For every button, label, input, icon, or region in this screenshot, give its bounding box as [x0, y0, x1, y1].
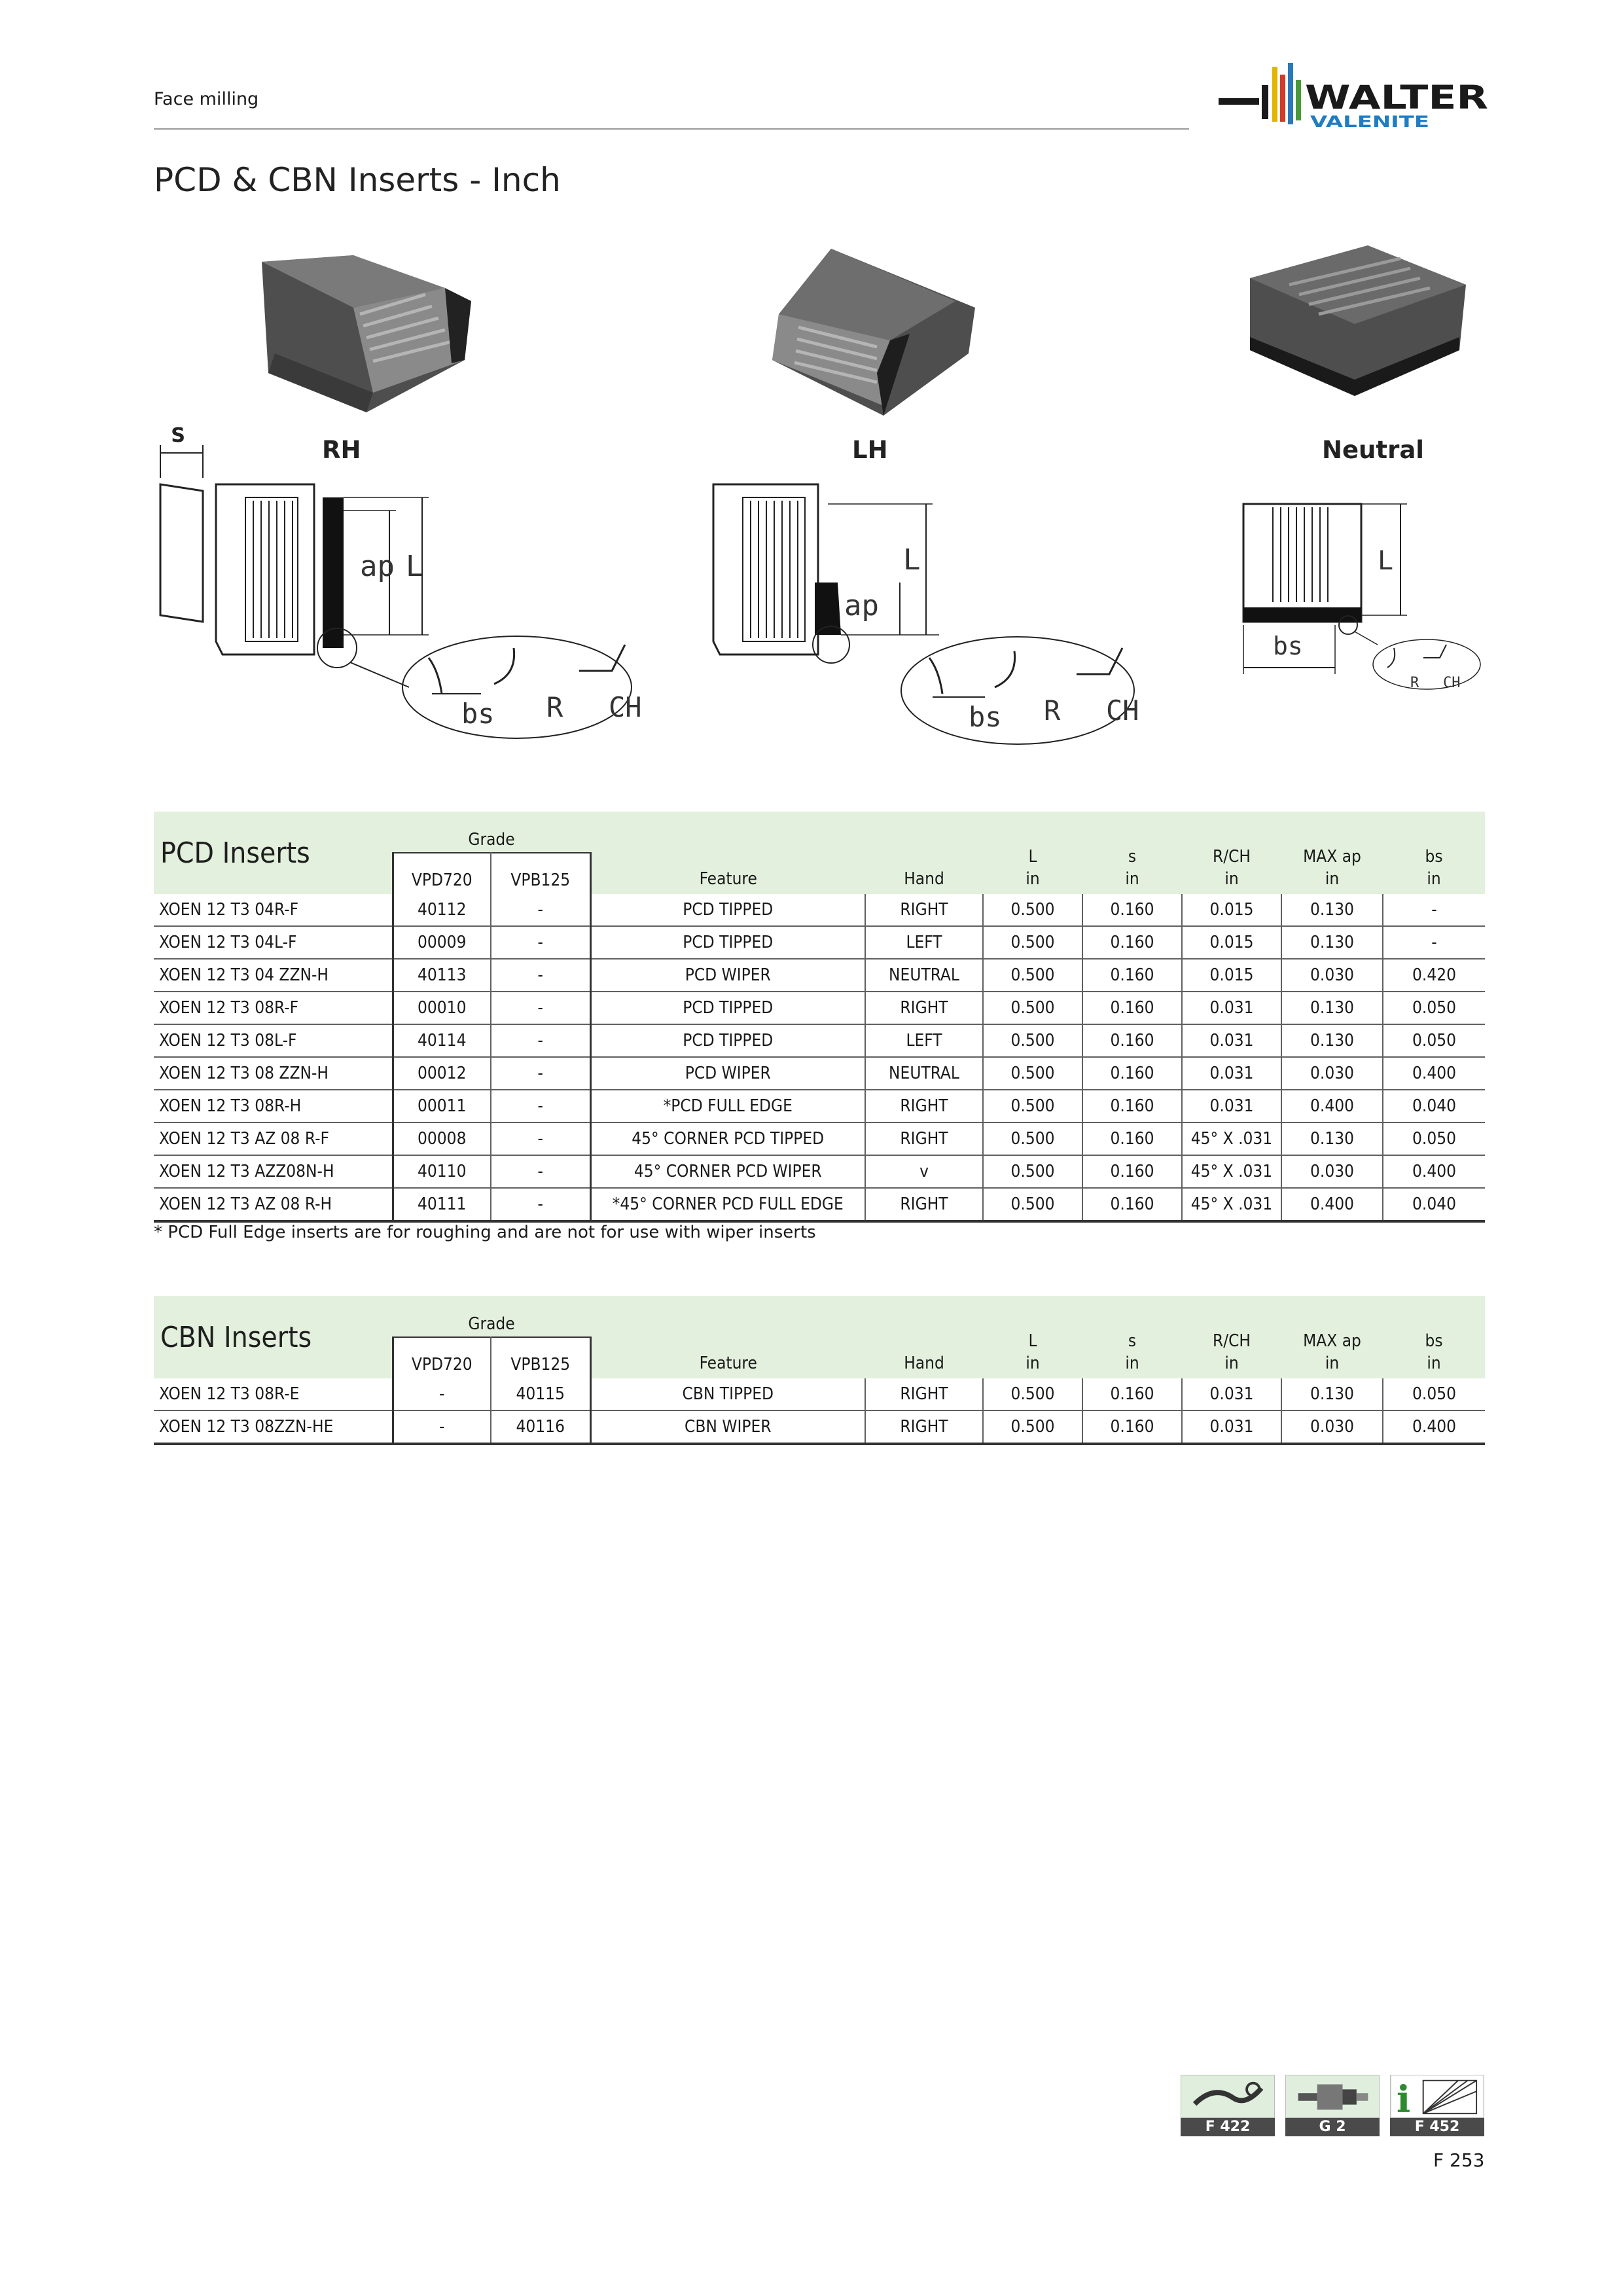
- table-cell: 40113: [393, 959, 491, 992]
- table-cell: 40112: [393, 894, 491, 926]
- tool-wrench-icon: [1181, 2075, 1275, 2118]
- table-cell: 0.500: [983, 894, 1082, 926]
- table-cell: 0.400: [1383, 1155, 1485, 1188]
- table-cell: 45° CORNER PCD TIPPED: [590, 1122, 865, 1155]
- table-cell: 40115: [491, 1378, 590, 1410]
- dim-ch-label-neutral: CH: [1443, 675, 1461, 691]
- holder-icon: [1285, 2075, 1380, 2118]
- table-cell: 0.160: [1082, 959, 1182, 992]
- table-cell: 40111: [393, 1188, 491, 1221]
- table-cell: LEFT: [865, 926, 983, 959]
- table-cell: 45° X .031: [1182, 1188, 1281, 1221]
- table-cell: -: [491, 1057, 590, 1090]
- pcd-col-rch: R/CH in: [1182, 812, 1281, 894]
- table-cell: -: [393, 1378, 491, 1410]
- table-row: [154, 992, 1485, 1024]
- table-cell: 0.160: [1082, 1057, 1182, 1090]
- table-cell: 0.400: [1281, 1188, 1383, 1221]
- table-cell: -: [491, 1024, 590, 1057]
- table-cell: PCD WIPER: [590, 1057, 865, 1090]
- table-cell: 0.130: [1281, 992, 1383, 1024]
- table-cell: 0.160: [1082, 894, 1182, 926]
- table-cell: 0.015: [1182, 959, 1281, 992]
- table-cell: PCD TIPPED: [590, 926, 865, 959]
- dim-r-label-lh: R: [1044, 694, 1061, 726]
- insert-photo-neutral: [1243, 239, 1472, 403]
- table-cell: 0.130: [1281, 1024, 1383, 1057]
- cbn-col-vpd720: VPD720: [393, 1337, 491, 1378]
- pcd-col-bs: bs in: [1383, 812, 1485, 894]
- pcd-col-s: s in: [1082, 812, 1182, 894]
- dim-ch-label-lh: CH: [1106, 694, 1139, 726]
- drawing-lh: [710, 471, 1234, 759]
- table-cell: XOEN 12 T3 04L-F: [154, 926, 393, 959]
- table-row: [154, 1024, 1485, 1057]
- table-cell: NEUTRAL: [865, 959, 983, 992]
- drawing-neutral: [1237, 491, 1486, 707]
- cbn-col-feature: Feature: [590, 1296, 865, 1378]
- table-cell: PCD TIPPED: [590, 1024, 865, 1057]
- dim-ap-label: ap: [360, 550, 395, 583]
- table-cell: 0.130: [1281, 926, 1383, 959]
- table-cell: 0.500: [983, 992, 1082, 1024]
- table-cell: 0.031: [1182, 1057, 1281, 1090]
- dim-r-label: R: [546, 691, 563, 723]
- cbn-col-vpb125: VPB125: [491, 1337, 590, 1378]
- table-cell: 00008: [393, 1122, 491, 1155]
- pcd-col-maxap: MAX ap in: [1281, 812, 1383, 894]
- table-cell: 0.500: [983, 926, 1082, 959]
- table-cell: 0.160: [1082, 1410, 1182, 1444]
- dim-bs-label-lh: bs: [969, 701, 1002, 733]
- table-cell: 40116: [491, 1410, 590, 1444]
- drawing-rh: [154, 419, 730, 759]
- insert-photo-rh: [249, 249, 478, 412]
- cbn-col-s: s in: [1082, 1296, 1182, 1378]
- table-cell: 0.500: [983, 1155, 1082, 1188]
- nav-label-f422: F 422: [1181, 2118, 1275, 2136]
- table-row: [154, 1122, 1485, 1155]
- label-rh: RH: [322, 436, 361, 464]
- table-cell: RIGHT: [865, 894, 983, 926]
- table-cell: RIGHT: [865, 992, 983, 1024]
- table-row: [154, 1155, 1485, 1188]
- section-label: Face milling: [154, 89, 259, 109]
- table-cell: XOEN 12 T3 08ZZN-HE: [154, 1410, 393, 1444]
- table-cell: 0.050: [1383, 1122, 1485, 1155]
- table-cell: 0.500: [983, 1024, 1082, 1057]
- insert-photo-lh: [759, 242, 988, 419]
- table-cell: 0.400: [1383, 1410, 1485, 1444]
- table-cell: XOEN 12 T3 08L-F: [154, 1024, 393, 1057]
- svg-text:VALENITE: VALENITE: [1310, 113, 1429, 131]
- table-cell: 0.160: [1082, 1024, 1182, 1057]
- table-row: [154, 1410, 1485, 1444]
- table-cell: 0.500: [983, 1057, 1082, 1090]
- table-cell: -: [491, 1122, 590, 1155]
- table-cell: RIGHT: [865, 1122, 983, 1155]
- table-cell: PCD TIPPED: [590, 992, 865, 1024]
- info-chart-icon: [1390, 2075, 1484, 2118]
- table-cell: 00010: [393, 992, 491, 1024]
- table-cell: 0.160: [1082, 1122, 1182, 1155]
- svg-text:i: i: [1396, 2078, 1411, 2118]
- table-cell: 00011: [393, 1090, 491, 1122]
- table-cell: PCD WIPER: [590, 959, 865, 992]
- table-row: [154, 1378, 1485, 1410]
- table-cell: LEFT: [865, 1024, 983, 1057]
- dim-l-label: L: [406, 550, 423, 583]
- table-cell: 45° X .031: [1182, 1122, 1281, 1155]
- table-cell: 0.160: [1082, 926, 1182, 959]
- table-cell: 0.031: [1182, 992, 1281, 1024]
- cbn-col-hand: Hand: [865, 1296, 983, 1378]
- table-cell: 0.031: [1182, 1024, 1281, 1057]
- svg-text:WALTER: WALTER: [1305, 79, 1488, 117]
- table-cell: 0.130: [1281, 1378, 1383, 1410]
- cbn-col-maxap: MAX ap in: [1281, 1296, 1383, 1378]
- table-cell: 0.040: [1383, 1188, 1485, 1221]
- table-cell: 00012: [393, 1057, 491, 1090]
- table-cell: 0.500: [983, 1378, 1082, 1410]
- dim-l-label-neutral: L: [1378, 546, 1394, 576]
- table-cell: 0.015: [1182, 926, 1281, 959]
- pcd-col-l: L in: [983, 812, 1082, 894]
- cbn-table: [154, 1296, 1485, 1445]
- table-cell: 0.130: [1281, 894, 1383, 926]
- pcd-col-vpb125: VPB125: [491, 853, 590, 894]
- pcd-col-vpd720: VPD720: [393, 853, 491, 894]
- dim-ap-label-lh: ap: [844, 589, 879, 622]
- table-cell: CBN WIPER: [590, 1410, 865, 1444]
- table-cell: 0.160: [1082, 992, 1182, 1024]
- dim-l-label-lh: L: [903, 543, 921, 577]
- nav-link-f452[interactable]: [1390, 2075, 1484, 2135]
- pcd-col-feature: Feature: [590, 812, 865, 894]
- table-cell: XOEN 12 T3 AZ 08 R-H: [154, 1188, 393, 1221]
- table-cell: 0.015: [1182, 894, 1281, 926]
- nav-link-g2[interactable]: [1285, 2075, 1380, 2135]
- table-cell: PCD TIPPED: [590, 894, 865, 926]
- dim-s-label: s: [170, 419, 187, 448]
- table-cell: RIGHT: [865, 1188, 983, 1221]
- dim-ch-label: CH: [609, 691, 642, 723]
- table-cell: NEUTRAL: [865, 1057, 983, 1090]
- label-lh: LH: [852, 436, 888, 464]
- table-cell: 0.030: [1281, 1057, 1383, 1090]
- pcd-grade-label: Grade: [393, 812, 590, 853]
- table-cell: -: [491, 1090, 590, 1122]
- cbn-grade-label: Grade: [393, 1296, 590, 1337]
- cbn-col-bs: bs in: [1383, 1296, 1485, 1378]
- table-cell: 0.160: [1082, 1090, 1182, 1122]
- cbn-col-rch: R/CH in: [1182, 1296, 1281, 1378]
- table-cell: -: [393, 1410, 491, 1444]
- table-cell: 0.030: [1281, 1155, 1383, 1188]
- nav-label-f452: F 452: [1390, 2118, 1484, 2136]
- nav-link-f422[interactable]: [1181, 2075, 1275, 2135]
- table-cell: 00009: [393, 926, 491, 959]
- table-cell: 0.031: [1182, 1410, 1281, 1444]
- table-cell: 0.400: [1383, 1057, 1485, 1090]
- table-cell: 0.160: [1082, 1188, 1182, 1221]
- label-neutral: Neutral: [1322, 436, 1424, 464]
- table-cell: XOEN 12 T3 AZZ08N-H: [154, 1155, 393, 1188]
- nav-label-g2: G 2: [1285, 2118, 1380, 2136]
- table-cell: v: [865, 1155, 983, 1188]
- pcd-table: [154, 812, 1485, 1223]
- dim-bs-label: bs: [461, 698, 495, 730]
- table-cell: -: [1383, 926, 1485, 959]
- table-cell: -: [491, 992, 590, 1024]
- table-cell: 45° X .031: [1182, 1155, 1281, 1188]
- pcd-footnote: * PCD Full Edge inserts are for roughing and are not for use with wiper inserts: [154, 1223, 816, 1242]
- table-cell: RIGHT: [865, 1410, 983, 1444]
- table-cell: 0.050: [1383, 992, 1485, 1024]
- table-cell: 0.031: [1182, 1378, 1281, 1410]
- table-cell: XOEN 12 T3 08R-E: [154, 1378, 393, 1410]
- page-number: F 253: [1433, 2149, 1485, 2171]
- table-cell: -: [491, 1155, 590, 1188]
- dim-bs-label-neutral: bs: [1273, 632, 1303, 660]
- table-cell: RIGHT: [865, 1090, 983, 1122]
- table-cell: XOEN 12 T3 04R-F: [154, 894, 393, 926]
- table-cell: -: [491, 926, 590, 959]
- header-rule: [154, 128, 1189, 130]
- table-cell: 0.160: [1082, 1378, 1182, 1410]
- table-row: [154, 1057, 1485, 1090]
- table-cell: -: [491, 1188, 590, 1221]
- table-row: [154, 894, 1485, 926]
- table-cell: -: [491, 894, 590, 926]
- table-row: [154, 1188, 1485, 1221]
- table-cell: CBN TIPPED: [590, 1378, 865, 1410]
- table-cell: 0.420: [1383, 959, 1485, 992]
- walter-valenite-logo: [1219, 60, 1492, 132]
- table-cell: 0.500: [983, 959, 1082, 992]
- table-cell: XOEN 12 T3 08R-F: [154, 992, 393, 1024]
- table-cell: -: [1383, 894, 1485, 926]
- table-cell: 0.500: [983, 1188, 1082, 1221]
- table-cell: 0.500: [983, 1122, 1082, 1155]
- page-title: PCD & CBN Inserts - Inch: [154, 161, 561, 199]
- pcd-col-hand: Hand: [865, 812, 983, 894]
- table-cell: 40110: [393, 1155, 491, 1188]
- table-cell: 0.030: [1281, 1410, 1383, 1444]
- table-cell: 0.040: [1383, 1090, 1485, 1122]
- table-row: [154, 1090, 1485, 1122]
- pcd-title: PCD Inserts: [154, 812, 393, 894]
- table-cell: 0.500: [983, 1410, 1082, 1444]
- cbn-col-l: L in: [983, 1296, 1082, 1378]
- dim-r-label-neutral: R: [1410, 675, 1419, 691]
- table-cell: 0.400: [1281, 1090, 1383, 1122]
- cbn-title: CBN Inserts: [154, 1296, 393, 1378]
- table-cell: 0.130: [1281, 1122, 1383, 1155]
- table-cell: XOEN 12 T3 AZ 08 R-F: [154, 1122, 393, 1155]
- table-cell: XOEN 12 T3 08R-H: [154, 1090, 393, 1122]
- table-cell: RIGHT: [865, 1378, 983, 1410]
- table-cell: *PCD FULL EDGE: [590, 1090, 865, 1122]
- table-cell: 0.030: [1281, 959, 1383, 992]
- table-cell: 0.031: [1182, 1090, 1281, 1122]
- table-cell: 45° CORNER PCD WIPER: [590, 1155, 865, 1188]
- table-cell: 0.050: [1383, 1024, 1485, 1057]
- table-cell: 0.160: [1082, 1155, 1182, 1188]
- table-row: [154, 959, 1485, 992]
- table-row: [154, 926, 1485, 959]
- table-cell: 0.500: [983, 1090, 1082, 1122]
- table-cell: XOEN 12 T3 04 ZZN-H: [154, 959, 393, 992]
- table-cell: 40114: [393, 1024, 491, 1057]
- table-cell: -: [491, 959, 590, 992]
- table-cell: XOEN 12 T3 08 ZZN-H: [154, 1057, 393, 1090]
- table-cell: *45° CORNER PCD FULL EDGE: [590, 1188, 865, 1221]
- table-cell: 0.050: [1383, 1378, 1485, 1410]
